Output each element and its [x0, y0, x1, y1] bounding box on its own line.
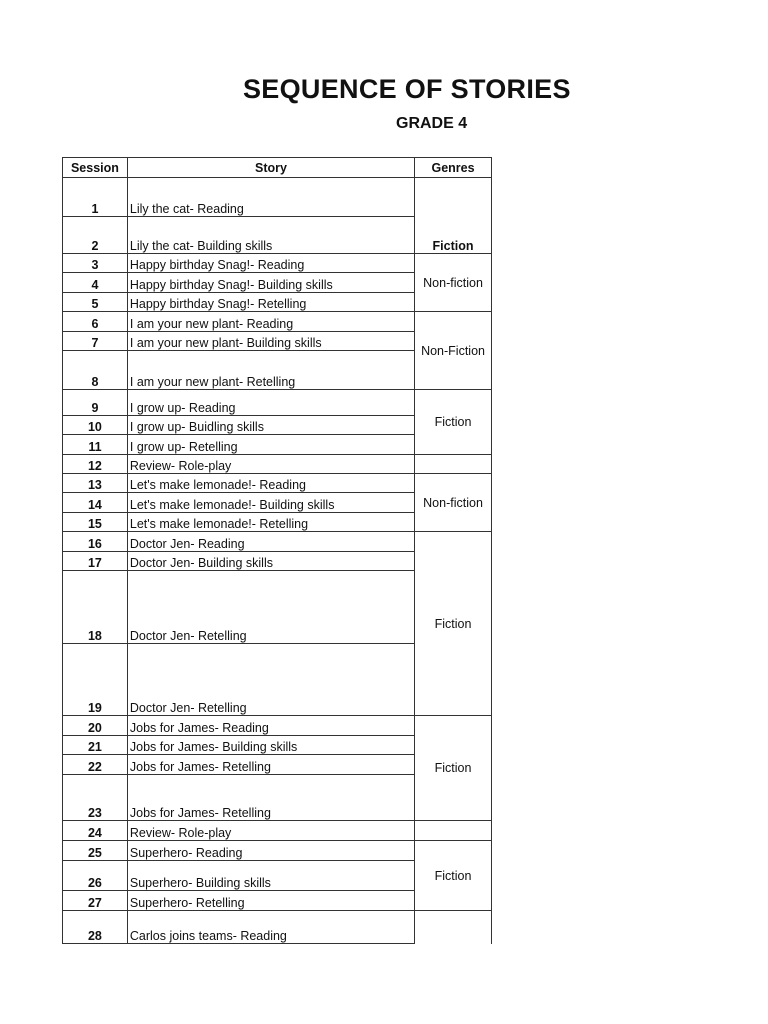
session-number: 9 — [63, 390, 128, 416]
story-cell: Review- Role-play — [127, 455, 414, 474]
story-cell: Jobs for James- Reading — [127, 716, 414, 736]
genre-cell: Non-Fiction — [415, 312, 492, 390]
genre-cell: Non-fiction — [415, 474, 492, 532]
session-number: 16 — [63, 532, 128, 552]
table-row — [63, 455, 492, 474]
table-row — [63, 474, 492, 493]
story-cell: Let's make lemonade!- Reading — [127, 474, 414, 493]
empty-genre-cell — [415, 911, 492, 944]
story-cell: Happy birthday Snag!- Retelling — [127, 293, 414, 312]
story-cell: Happy birthday Snag!- Building skills — [127, 273, 414, 293]
page-title: SEQUENCE OF STORIES — [243, 74, 571, 104]
story-cell: Doctor Jen- Reading — [127, 532, 414, 552]
genre-cell: Fiction — [415, 532, 492, 716]
table-row — [63, 254, 492, 273]
table-row — [63, 390, 492, 416]
session-number: 1 — [63, 178, 128, 217]
story-cell: Let's make lemonade!- Retelling — [127, 513, 414, 532]
session-number: 15 — [63, 513, 128, 532]
story-cell: Jobs for James- Building skills — [127, 736, 414, 755]
session-number: 2 — [63, 217, 128, 254]
story-cell: Superhero- Reading — [127, 841, 414, 861]
session-number: 25 — [63, 841, 128, 861]
table-header-row — [63, 158, 492, 178]
session-number: 8 — [63, 351, 128, 390]
table-row — [63, 911, 492, 944]
story-cell: Review- Role-play — [127, 821, 414, 841]
session-number: 7 — [63, 332, 128, 351]
genre-cell: Non-fiction — [415, 254, 492, 312]
story-cell: I grow up- Retelling — [127, 435, 414, 455]
session-number: 3 — [63, 254, 128, 273]
story-cell: Doctor Jen- Retelling — [127, 571, 414, 644]
grade-label: GRADE 4 — [396, 115, 468, 132]
table-row — [63, 312, 492, 332]
session-number: 10 — [63, 416, 128, 435]
column-header-story: Story — [127, 158, 414, 178]
session-number: 26 — [63, 861, 128, 891]
session-number: 5 — [63, 293, 128, 312]
session-number: 22 — [63, 755, 128, 775]
session-number: 19 — [63, 644, 128, 716]
story-cell: Lily the cat- Reading — [127, 178, 414, 217]
table-row — [63, 532, 492, 552]
session-number: 13 — [63, 474, 128, 493]
session-number: 6 — [63, 312, 128, 332]
table-row — [63, 821, 492, 841]
story-cell: I am your new plant- Retelling — [127, 351, 414, 390]
story-cell: Carlos joins teams- Reading — [127, 911, 414, 944]
session-number: 20 — [63, 716, 128, 736]
genre-cell: Fiction — [415, 390, 492, 455]
session-number: 18 — [63, 571, 128, 644]
session-number: 4 — [63, 273, 128, 293]
story-cell: I am your new plant- Building skills — [127, 332, 414, 351]
column-header-genres: Genres — [415, 158, 492, 178]
story-cell: Lily the cat- Building skills — [127, 217, 414, 254]
empty-genre-cell — [415, 821, 492, 841]
session-number: 17 — [63, 552, 128, 571]
story-cell: Jobs for James- Retelling — [127, 755, 414, 775]
session-number: 28 — [63, 911, 128, 944]
table-row — [63, 716, 492, 736]
session-number: 11 — [63, 435, 128, 455]
sequence-table — [62, 157, 492, 944]
session-number: 14 — [63, 493, 128, 513]
session-number: 27 — [63, 891, 128, 911]
story-cell: Superhero- Building skills — [127, 861, 414, 891]
story-cell: I grow up- Buidling skills — [127, 416, 414, 435]
genre-cell: Fiction — [415, 178, 492, 254]
table-row — [63, 841, 492, 861]
story-cell: Doctor Jen- Retelling — [127, 644, 414, 716]
genre-cell: Fiction — [415, 841, 492, 911]
column-header-session: Session — [63, 158, 128, 178]
story-cell: I grow up- Reading — [127, 390, 414, 416]
session-number: 24 — [63, 821, 128, 841]
story-cell: Let's make lemonade!- Building skills — [127, 493, 414, 513]
story-cell: Superhero- Retelling — [127, 891, 414, 911]
story-cell: Jobs for James- Retelling — [127, 775, 414, 821]
session-number: 21 — [63, 736, 128, 755]
genre-cell: Fiction — [415, 716, 492, 821]
story-cell: Doctor Jen- Building skills — [127, 552, 414, 571]
session-number: 23 — [63, 775, 128, 821]
story-cell: Happy birthday Snag!- Reading — [127, 254, 414, 273]
table-row — [63, 178, 492, 217]
story-cell: I am your new plant- Reading — [127, 312, 414, 332]
empty-genre-cell — [415, 455, 492, 474]
session-number: 12 — [63, 455, 128, 474]
